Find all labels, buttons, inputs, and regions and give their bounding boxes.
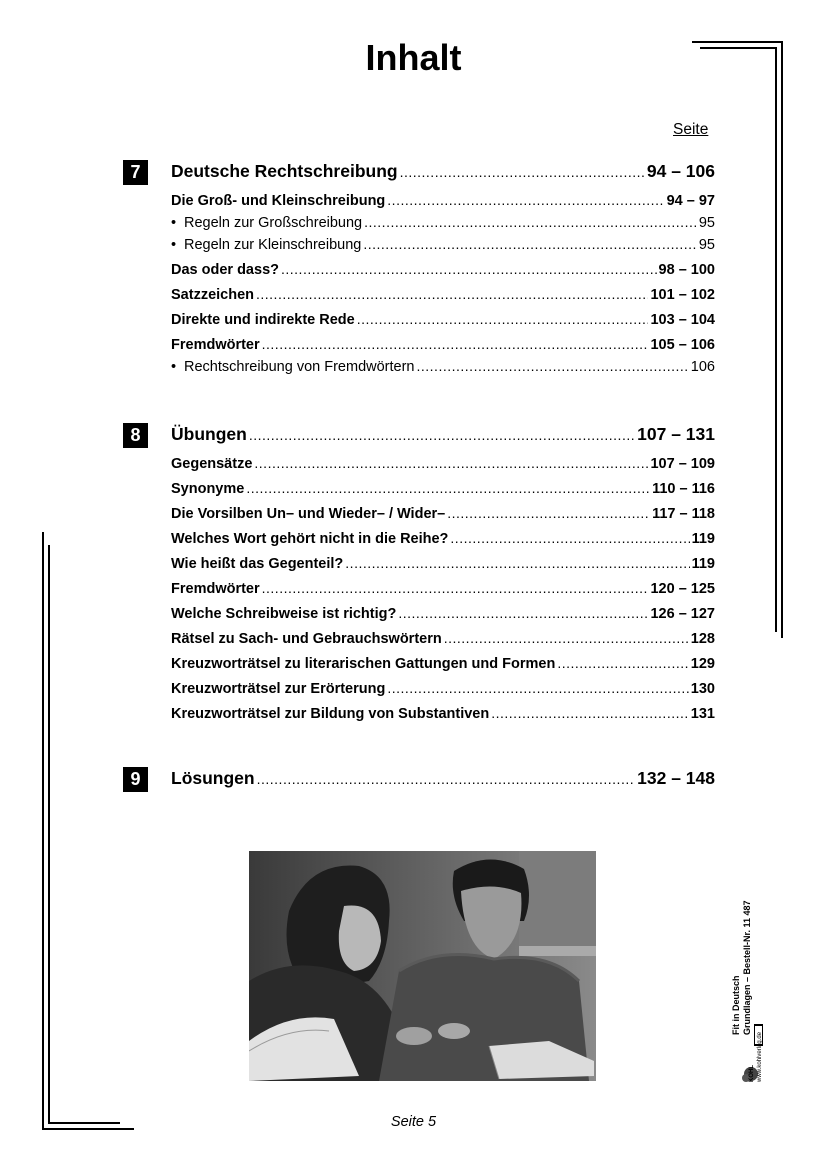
leader-dots: [444, 629, 689, 648]
toc-pages: 128: [690, 631, 715, 647]
bullet-icon: •: [171, 359, 177, 375]
frame-left-inner-line: [48, 545, 50, 1124]
toc-label: Übungen: [171, 424, 247, 444]
toc-pages: 95: [698, 237, 715, 253]
toc-label: Rechtschreibung von Fremdwörtern: [184, 359, 415, 375]
leader-dots: [262, 335, 649, 354]
toc-subentry[interactable]: [171, 235, 715, 254]
leader-dots: [557, 654, 688, 673]
toc-entry[interactable]: [171, 629, 715, 648]
toc-label: Das oder dass?: [171, 262, 279, 278]
toc-label: Direkte und indirekte Rede: [171, 312, 355, 328]
toc-label: Die Groß- und Kleinschreibung: [171, 193, 386, 209]
toc-label: Lösungen: [171, 768, 255, 788]
toc-pages: 131: [690, 706, 715, 722]
toc-label: Gegensätze: [171, 456, 253, 472]
toc-label: Die Vorsilben Un– und Wieder– / Wider–: [171, 506, 446, 522]
side-book-info: [731, 855, 761, 1035]
toc-entry[interactable]: [171, 579, 715, 598]
toc-entry[interactable]: [171, 310, 715, 329]
publisher-url: www.kohlverlag.de: [757, 1031, 763, 1082]
section-number: 8: [123, 423, 148, 448]
leader-dots: [345, 554, 689, 573]
toc-entry[interactable]: [171, 191, 715, 210]
toc-section-heading[interactable]: [171, 423, 715, 445]
section-number: 9: [123, 767, 148, 792]
leader-dots: [254, 454, 648, 473]
toc-pages: 119: [691, 556, 715, 572]
toc-label: Welches Wort gehört nicht in die Reihe?: [171, 531, 449, 547]
toc-pages: 107 – 109: [650, 456, 715, 472]
toc-subentry[interactable]: [171, 357, 715, 376]
toc-pages: 101 – 102: [650, 287, 715, 303]
toc-pages: 117 – 118: [652, 506, 715, 522]
leader-dots: [281, 260, 657, 279]
toc-pages: 130: [690, 681, 715, 697]
toc-pages: 105 – 106: [650, 337, 715, 353]
frame-left-line: [42, 532, 44, 1130]
toc-entry[interactable]: [171, 679, 715, 698]
toc-pages: 129: [690, 656, 715, 672]
toc-pages: 98 – 100: [658, 262, 715, 278]
toc-section-heading[interactable]: [171, 767, 715, 789]
toc-entry[interactable]: [171, 260, 715, 279]
leader-dots: [246, 479, 650, 498]
toc-pages: 119: [691, 531, 715, 547]
toc-label: Rätsel zu Sach- und Gebrauchswörtern: [171, 631, 442, 647]
page-title: Inhalt: [365, 37, 462, 78]
toc-entry[interactable]: [171, 704, 715, 723]
toc-entry[interactable]: [171, 604, 715, 623]
toc-pages: 106: [690, 359, 715, 375]
toc-entry[interactable]: [171, 335, 715, 354]
toc-label: Fremdwörter: [171, 337, 260, 353]
toc-label: Regeln zur Großschreibung: [184, 215, 363, 231]
leader-dots: [363, 235, 697, 254]
leader-dots: [249, 424, 635, 446]
toc-entry[interactable]: [171, 285, 715, 304]
toc-pages: 95: [698, 215, 715, 231]
bullet-icon: •: [171, 237, 177, 253]
leader-dots: [398, 604, 648, 623]
toc-label: Kreuzworträtsel zu literarischen Gattungen und Formen: [171, 656, 556, 672]
leader-dots: [257, 768, 636, 790]
leader-dots: [450, 529, 689, 548]
toc-pages: 110 – 116: [652, 481, 715, 497]
leader-dots: [387, 191, 664, 210]
toc-pages: 107 – 131: [637, 424, 715, 444]
side-book-title: Fit in Deutsch: [731, 975, 741, 1035]
toc-label: Regeln zur Kleinschreibung: [184, 237, 362, 253]
toc-pages: 94 – 106: [646, 161, 715, 181]
toc-pages: 132 – 148: [637, 768, 715, 788]
toc-entry[interactable]: [171, 479, 715, 498]
toc-label: Kreuzworträtsel zur Erörterung: [171, 681, 386, 697]
bullet-icon: •: [171, 215, 177, 231]
toc-pages: 120 – 125: [650, 581, 715, 597]
toc-label: Kreuzworträtsel zur Bildung von Substantiven: [171, 706, 490, 722]
publisher-imprint: [748, 1022, 766, 1082]
toc-label: Synonyme: [171, 481, 245, 497]
toc-label: Satzzeichen: [171, 287, 254, 303]
leader-dots: [262, 579, 649, 598]
toc-label: Deutsche Rechtschreibung: [171, 161, 398, 181]
leader-dots: [447, 504, 650, 523]
frame-right-line: [781, 41, 783, 638]
toc-subentry[interactable]: [171, 213, 715, 232]
frame-right-inner-line: [775, 47, 777, 632]
leader-dots: [364, 213, 697, 232]
leader-dots: [400, 161, 645, 183]
toc-label: Welche Schreibweise ist richtig?: [171, 606, 397, 622]
toc-pages: 94 – 97: [666, 193, 715, 209]
students-photo: [249, 851, 596, 1081]
toc-label: Fremdwörter: [171, 581, 260, 597]
leader-dots: [417, 357, 689, 376]
leader-dots: [357, 310, 649, 329]
toc-entry[interactable]: [171, 504, 715, 523]
page-column-label: Seite: [673, 121, 709, 138]
toc-entry[interactable]: [171, 654, 715, 673]
section-number: 7: [123, 160, 148, 185]
toc-entry[interactable]: [171, 529, 715, 548]
page-number: Seite 5: [390, 1114, 437, 1130]
leader-dots: [256, 285, 648, 304]
toc-section-heading[interactable]: [171, 160, 715, 182]
toc-pages: 103 – 104: [650, 312, 715, 328]
toc-pages: 126 – 127: [650, 606, 715, 622]
toc-label: Wie heißt das Gegenteil?: [171, 556, 344, 572]
leader-dots: [491, 704, 689, 723]
toc-entry[interactable]: [171, 554, 715, 573]
leader-dots: [387, 679, 688, 698]
side-order-number: Grundlagen – Bestell-Nr. 11 487: [742, 900, 752, 1035]
publisher-name: KOHL: [749, 1065, 755, 1082]
toc-entry[interactable]: [171, 454, 715, 473]
